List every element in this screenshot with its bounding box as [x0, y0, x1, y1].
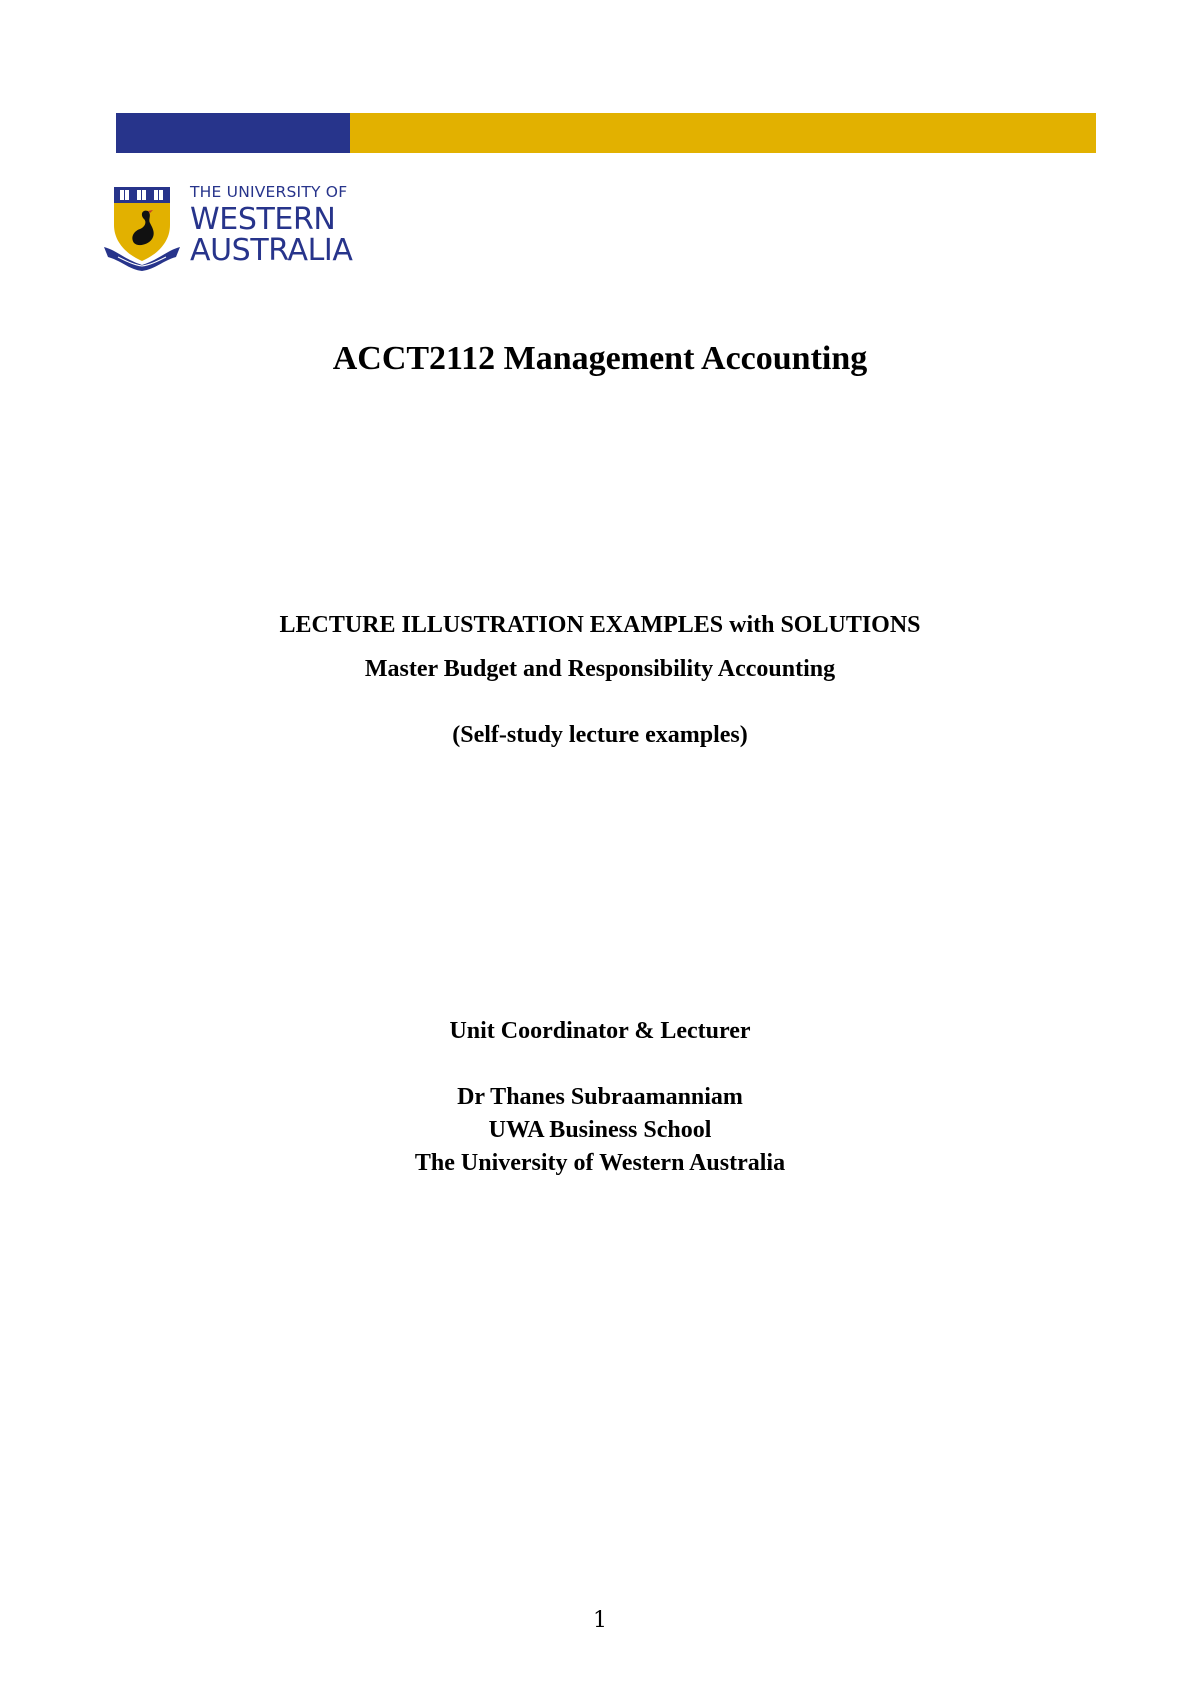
author-school: UWA Business School — [488, 1117, 712, 1143]
author-name: Dr Thanes Subraamanniam — [457, 1084, 743, 1110]
document-subtitle-1: LECTURE ILLUSTRATION EXAMPLES with SOLUTIONS — [279, 612, 921, 638]
document-title: ACCT2112 Management Accounting — [332, 340, 868, 377]
author-role: Unit Coordinator & Lecturer — [449, 1018, 751, 1044]
university-logo — [104, 180, 364, 272]
header-bar-blue-segment — [116, 113, 350, 153]
header-bar-gold-segment — [350, 113, 1096, 153]
logo-line-2: WESTERN — [190, 202, 336, 238]
page-number: 1 — [593, 1608, 607, 1633]
logo-line-3: AUSTRALIA — [190, 233, 353, 269]
logo-line-1: THE UNIVERSITY OF — [190, 182, 348, 201]
document-subtitle-3: (Self-study lecture examples) — [452, 722, 748, 748]
header-color-bar — [116, 113, 1096, 153]
uwa-crest-icon — [104, 181, 180, 271]
document-subtitle-2: Master Budget and Responsibility Accounting — [364, 656, 836, 682]
author-university: The University of Western Australia — [414, 1150, 786, 1176]
